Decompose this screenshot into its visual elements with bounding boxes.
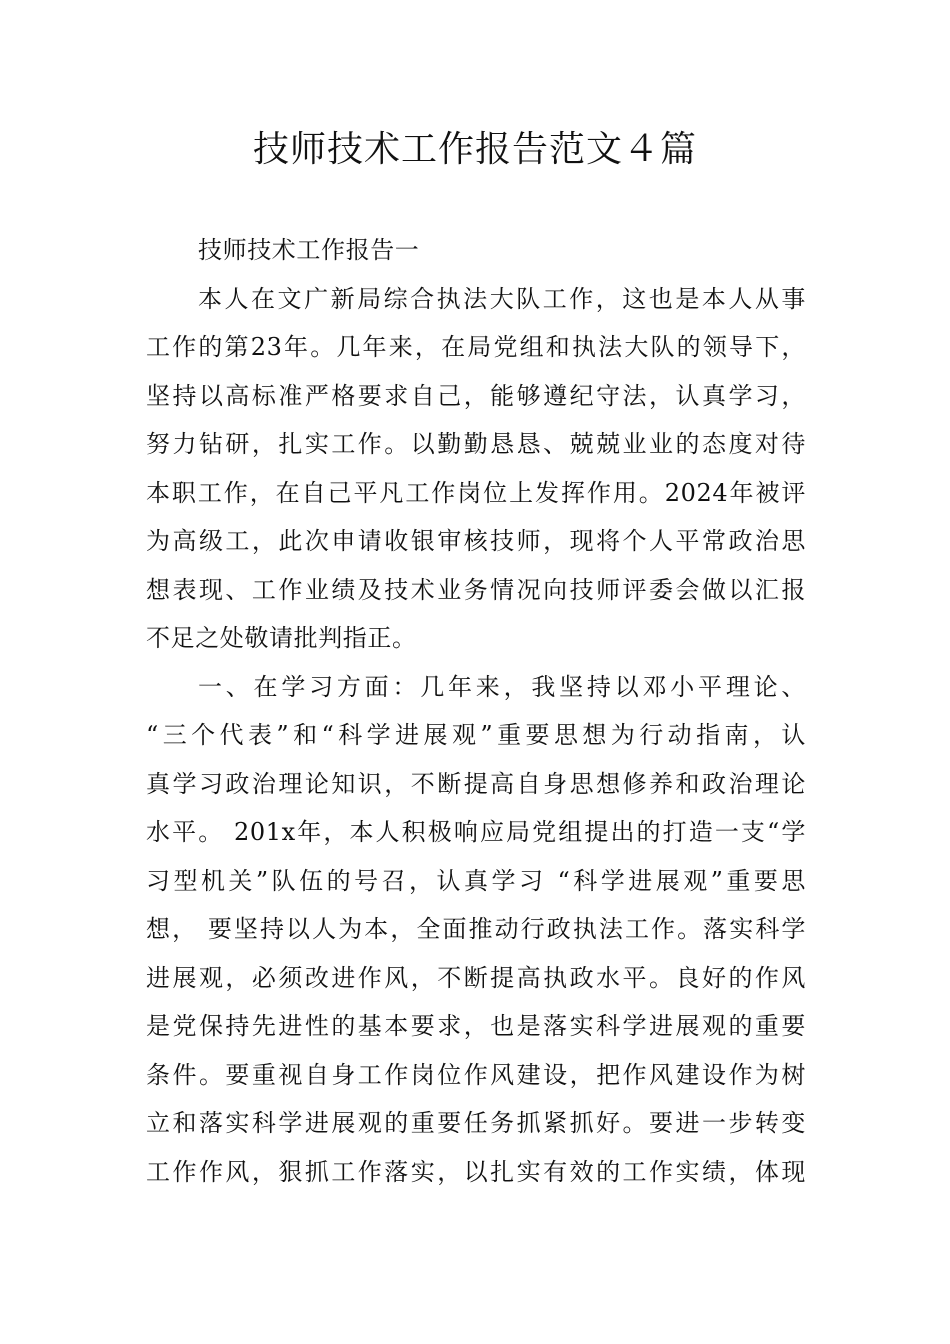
paragraph-line: 工作的第23年。几年来，在局党组和执法大队的领导下， (146, 333, 806, 361)
paragraph-line: 工作作风，狠抓工作落实，以扎实有效的工作实绩，体现 (146, 1157, 806, 1186)
paragraph-line: 想表现、工作业绩及技术业务情况向技师评委会做以汇报 (146, 575, 806, 604)
paragraph-line: 想， 要坚持以人为本，全面推动行政执法工作。落实科学 (146, 915, 806, 943)
paragraph-line: 是党保持先进性的基本要求，也是落实科学进展观的重要 (146, 1012, 806, 1040)
document-body (146, 226, 806, 1196)
paragraph-line: 真学习政治理论知识，不断提高自身思想修养和政治理论 (146, 769, 806, 798)
paragraph-line: 立和落实科学进展观的重要任务抓紧抓好。要进一步转变 (146, 1109, 806, 1137)
paragraph-line: 努力钻研，扎实工作。以勤勤恳恳、兢兢业业的态度对待 (146, 430, 806, 458)
paragraph-line: 本职工作，在自己平凡工作岗位上发挥作用。2024年被评 (146, 478, 806, 507)
paragraph-line: 为高级工，此次申请收银审核技师，现将个人平常政治思 (146, 527, 806, 555)
paragraph-line: 水平。 201x年，本人积极响应局党组提出的打造一支“学 (146, 818, 806, 846)
paragraph-line: 一、在学习方面：几年来，我坚持以邓小平理论、 (198, 672, 806, 701)
paragraph-line: 进展观，必须改进作风，不断提高执政水平。良好的作风 (146, 963, 806, 992)
paragraph-line: 习型机关”队伍的号召，认真学习 “科学进展观”重要思 (146, 866, 806, 895)
document-title: 技师技术工作报告范文４篇 (252, 129, 697, 170)
paragraph-line: 坚持以高标准严格要求自己，能够遵纪守法，认真学习， (146, 381, 806, 410)
paragraph-line: 条件。要重视自身工作岗位作风建设，把作风建设作为树 (146, 1060, 806, 1089)
section-heading: 技师技术工作报告一 (198, 236, 420, 264)
paragraph-line: 本人在文广新局综合执法大队工作，这也是本人从事 (198, 284, 806, 313)
paragraph-line: 不足之处敬请批判指正。 (146, 624, 417, 652)
paragraph-line: “三个代表”和“科学进展观”重要思想为行动指南，认 (146, 721, 806, 749)
